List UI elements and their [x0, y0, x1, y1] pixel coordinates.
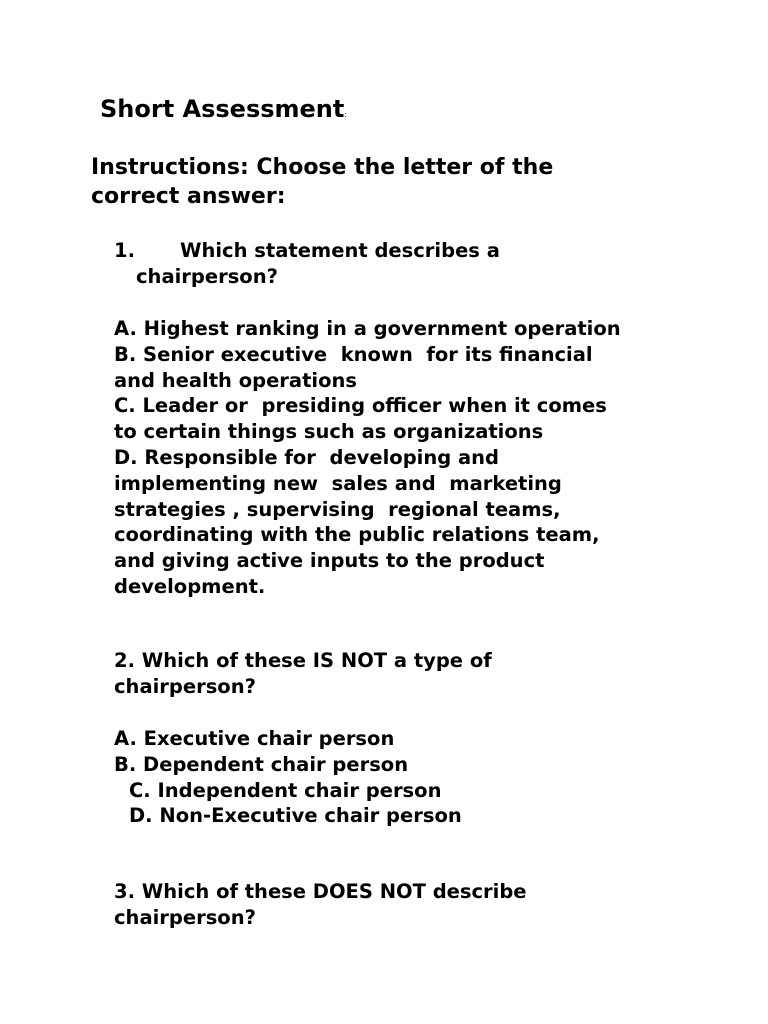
question-2-text-line-2: chairperson? — [114, 674, 256, 698]
question-1-text-line-2: chairperson? — [136, 264, 278, 288]
question-2-text-line-1: 2. Which of these IS NOT a type of — [114, 649, 492, 672]
question-1-option-line: and giving active inputs to the product — [114, 549, 545, 573]
question-2-options — [114, 726, 694, 829]
question-1-option-line: C. Leader or presiding officer when it comes — [114, 394, 607, 418]
question-1-text-line-1: Which statement describes a — [179, 239, 500, 262]
question-1-option-line: coordinating with the public relations team, — [114, 523, 600, 547]
question-1-option-line: A. Highest ranking in a government operation — [114, 317, 621, 340]
question-1-option-line: strategies , supervising regional teams, — [114, 497, 561, 521]
question-3-prompt — [114, 879, 694, 931]
question-2-prompt — [114, 648, 694, 700]
question-2-option-b: B. Dependent chair person — [114, 752, 409, 776]
question-1-option-line: B. Senior executive known for its financial — [114, 342, 593, 366]
title-colon: : — [344, 110, 348, 119]
page-title — [100, 92, 347, 132]
question-1-option-line: and health operations — [114, 368, 357, 392]
question-1-option-line: to certain things such as organizations — [114, 420, 544, 444]
question-1-line-1 — [114, 238, 694, 264]
question-1-number: 1. — [114, 239, 135, 262]
question-3-text-line-2: chairperson? — [114, 905, 256, 929]
question-1-option-line: development. — [114, 574, 266, 598]
question-2-option-c: C. Independent chair person — [129, 778, 442, 802]
instructions-line-1: Instructions: Choose the letter of the — [91, 155, 554, 180]
page-title-text: Short Assessment — [100, 95, 345, 123]
question-1-option-line: implementing new sales and marketing — [114, 471, 562, 495]
question-2-option-a: A. Executive chair person — [114, 727, 395, 750]
instructions — [91, 153, 691, 211]
question-2-option-d: D. Non-Executive chair person — [129, 804, 462, 828]
instructions-line-2: correct answer: — [91, 184, 286, 209]
question-1-option-line: D. Responsible for developing and — [114, 445, 499, 469]
question-3-text-line-1: 3. Which of these DOES NOT describe — [114, 880, 527, 903]
question-1-prompt — [114, 238, 694, 290]
question-1-options — [114, 316, 694, 600]
